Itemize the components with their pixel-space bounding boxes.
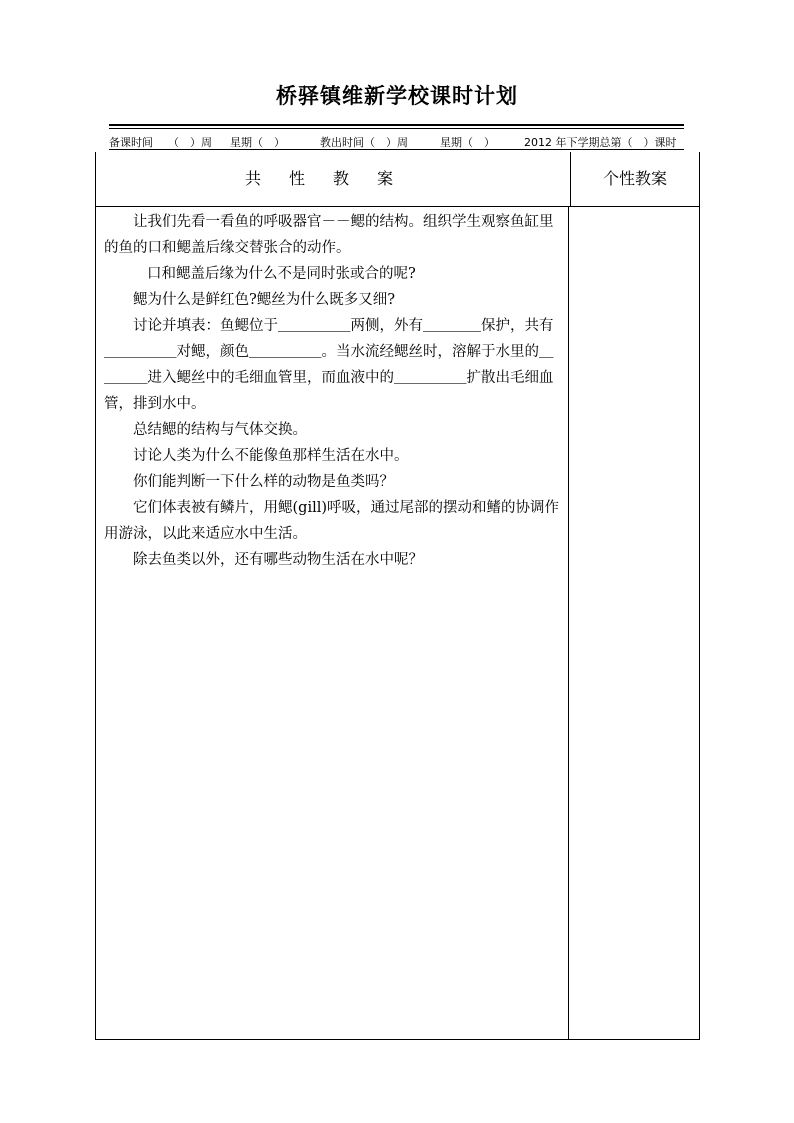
paragraph: 总结鳃的结构与气体交换。 [133, 422, 307, 438]
paragraph: 你们能判断一下什么样的动物是鱼类吗？ [133, 474, 394, 490]
paragraph: 鳃为什么是鲜红色?鳃丝为什么既多又细? [133, 292, 396, 308]
prep-weekday: 星期（ ） [230, 136, 285, 149]
semester-label: 2012 年下学期总第（ ）课时 [524, 136, 677, 149]
paragraph: 讨论并填表：鱼鳃位于＿＿＿＿＿两侧，外有＿＿＿＿保护，共有＿＿＿＿＿对鳃，颜色＿＿＿＿＿。当水流经鳃丝时，溶解于水里的＿＿＿＿进入鳃丝中的毛细血管里，而血液中的＿＿＿＿＿扩散出毛细血管，排到水中。 [104, 318, 554, 412]
paragraph: 口和鳃盖后缘为什么不是同时张或合的呢? [147, 266, 416, 282]
paragraph: 它们体表被有鳞片，用鳃(gill)呼吸，通过尾部的摆动和鳍的协调作用游泳，以此来适应水中生活。 [104, 500, 560, 542]
prep-time-label: 备课时间 [109, 136, 153, 149]
meta-underline [109, 149, 684, 150]
page-title: 桥驿镇维新学校课时计划 [276, 84, 518, 108]
paragraph: 除去鱼类以外，还有哪些动物生活在水中呢？ [133, 552, 423, 568]
header-bottom-rule [96, 206, 699, 207]
teach-time-label: 教出时间（ ）周 [320, 136, 408, 149]
lesson-content [104, 209, 562, 573]
title-rule-thick [109, 124, 684, 126]
column-divider [568, 207, 569, 1039]
teach-weekday: 星期（ ） [440, 136, 495, 149]
title-rule-thin [109, 128, 684, 129]
lesson-table [95, 152, 700, 1040]
header-common-plan: 共性教案 [244, 169, 421, 188]
prep-week: （ ）周 [168, 136, 212, 149]
header-personal-plan: 个性教案 [602, 169, 667, 188]
paragraph: 讨论人类为什么不能像鱼那样生活在水中。 [133, 448, 409, 464]
paragraph: 让我们先看一看鱼的呼吸器官－－鳃的结构。组织学生观察鱼缸里的鱼的口和鳃盖后缘交替张合的动作。 [104, 214, 554, 256]
